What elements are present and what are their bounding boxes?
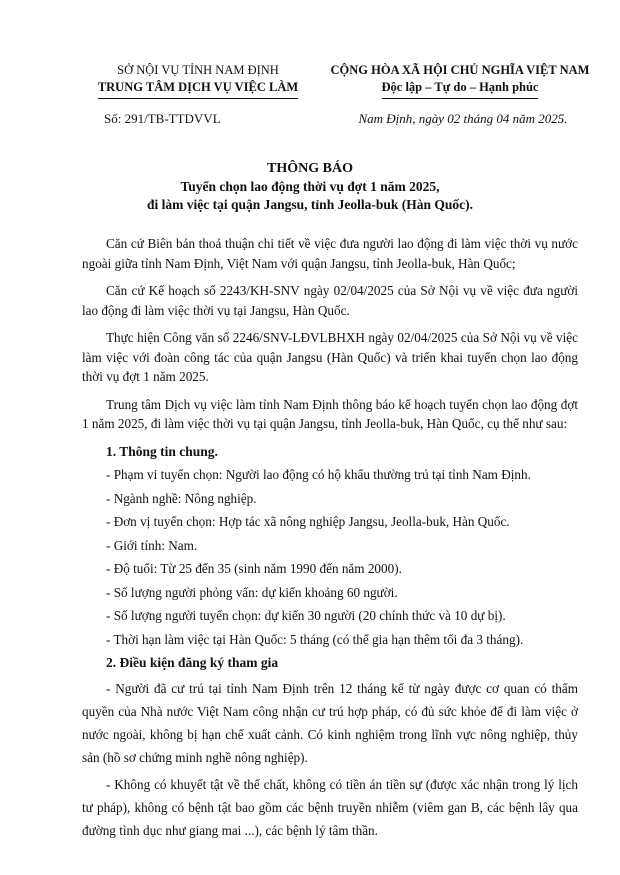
- country-name: CỘNG HÒA XÃ HỘI CHỦ NGHĨA VIỆT NAM: [330, 63, 590, 77]
- list-item: - Số lượng người tuyển chọn: dự kiến 30 người (20 chính thức và 10 dự bị).: [106, 608, 506, 623]
- national-header: [322, 62, 598, 99]
- list-item: - Ngành nghề: Nông nghiệp.: [106, 490, 257, 506]
- list-item: - Phạm vi tuyển chọn: Người lao động có hộ khẩu thường trú tại tỉnh Nam Định.: [106, 467, 531, 482]
- document-body: [82, 234, 578, 846]
- agency-name: SỞ NỘI VỤ TỈNH NAM ĐỊNH: [117, 63, 279, 77]
- intro-paragraph: Căn cứ Biên bản thoả thuận chi tiết về việc đưa người lao động đi làm việc thời vụ nước ngoài giữa tỉnh Nam Định, Việt Nam với quận Jangsu, tỉnh Jeolla-buk, Hàn Quốc;: [82, 236, 578, 271]
- document-number: Số: 291/TB-TTDVVL: [104, 111, 221, 126]
- list-item: - Giới tính: Nam.: [106, 537, 198, 553]
- section-1-heading: 1. Thông tin chung.: [106, 443, 218, 459]
- list-item: - Số lượng người phỏng vấn: dự kiến khoảng 60 người.: [106, 584, 398, 600]
- condition-paragraph: - Không có khuyết tật về thể chất, không có tiền án tiền sự (được xác nhận trong lý lịch tư pháp), không có bệnh tật bao gồm các bệnh truyền nhiễm (viêm gan B, các bệnh lây qua đường tình dục như giang mai ...), các bệnh lý tâm thần.: [82, 776, 578, 838]
- intro-paragraph: Thực hiện Công văn số 2246/SNV-LĐVLBHXH ngày 02/04/2025 của Sở Nội vụ về việc làm việc với đoàn công tác của quận Jangsu (Hàn Quốc) và triển khai tuyển chọn lao động thời vụ đợt 1 năm 2025.: [82, 330, 578, 384]
- list-item: - Đơn vị tuyển chọn: Hợp tác xã nông nghiệp Jangsu, Jeolla-buk, Hàn Quốc.: [106, 514, 510, 529]
- section-2-heading: 2. Điều kiện đăng ký tham gia: [106, 655, 279, 670]
- title-line-1: Tuyển chọn lao động thời vụ đợt 1 năm 2025,: [180, 179, 440, 194]
- intro-paragraph: Trung tâm Dịch vụ việc làm tỉnh Nam Định thông báo kế hoạch tuyển chọn lao động đợt 1 năm 2025, đi làm việc thời vụ tại quận Jangsu, tỉnh Jeolla-buk, Hàn Quốc, cụ thể như sau:: [82, 396, 578, 431]
- condition-paragraph: - Người đã cư trú tại tỉnh Nam Định trên 12 tháng kể từ ngày được cơ quan có thẩm quyền của Nhà nước Việt Nam công nhận cư trú hợp pháp, có đủ sức khỏe để đi làm việc ở nước ngoài, không bị hạn chế xuất cảnh. Có kinh nghiệm trong lĩnh vực nông nghiệp, thủy sản (hồ sơ chứng minh nghề nông nghiệp).: [82, 680, 578, 765]
- national-motto: Độc lập – Tự do – Hạnh phúc: [382, 79, 539, 99]
- list-item: - Độ tuổi: Từ 25 đến 35 (sinh năm 1990 đến năm 2000).: [106, 561, 402, 576]
- document-date: Nam Định, ngày 02 tháng 04 năm 2025.: [358, 111, 568, 126]
- unit-name: TRUNG TÂM DỊCH VỤ VIỆC LÀM: [98, 79, 298, 99]
- list-item: - Thời hạn làm việc tại Hàn Quốc: 5 tháng (có thể gia hạn thêm tối đa 3 tháng).: [106, 631, 524, 647]
- document-title: THÔNG BÁO: [267, 161, 353, 176]
- title-block: [60, 160, 560, 214]
- issuer-block: [78, 62, 318, 99]
- intro-paragraph: Căn cứ Kế hoạch số 2243/KH-SNV ngày 02/04/2025 của Sở Nội vụ về việc đưa người lao động đi làm việc thời vụ tại Jangsu, Hàn Quốc.: [82, 283, 578, 318]
- title-line-2: đi làm việc tại quận Jangsu, tỉnh Jeolla-buk (Hàn Quốc).: [147, 197, 473, 212]
